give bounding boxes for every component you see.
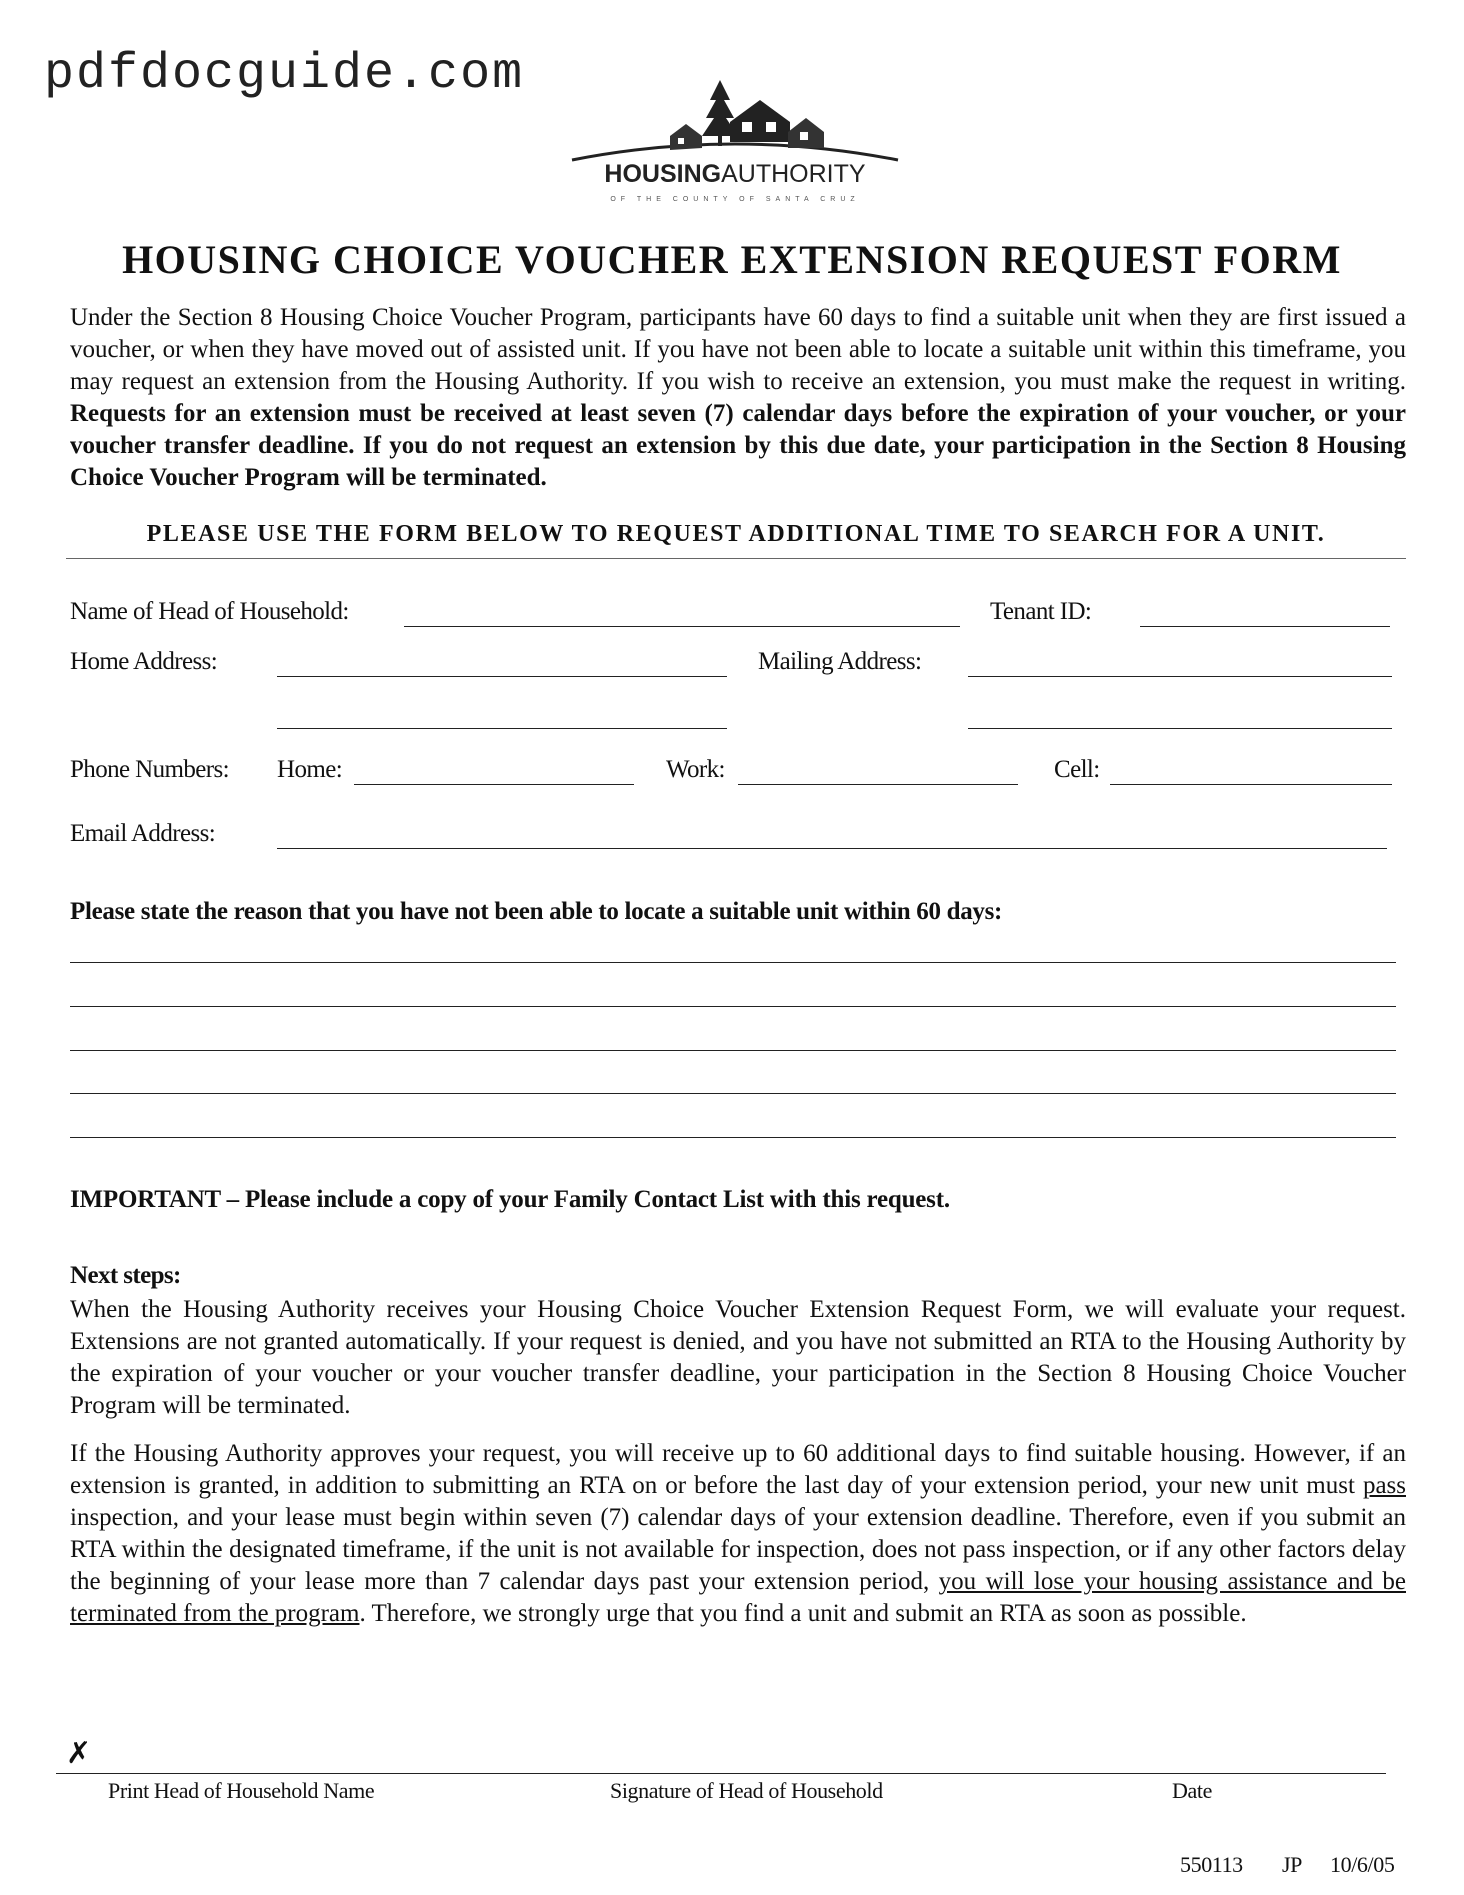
para2-text-c: . Therefore, we strongly urge that you find a unit and submit an RTA as soon as possible. bbox=[359, 1600, 1247, 1627]
para2-text-a: If the Housing Authority approves your request, you will receive up to 60 additional days to find suitable housing. However, if an extension is granted, in addition to submitting an RTA on or before the last day of your extension period, your new unit must bbox=[70, 1440, 1406, 1499]
head-of-household-field[interactable] bbox=[404, 626, 960, 627]
logo-tagline: OF THE COUNTY OF SANTA CRUZ bbox=[610, 196, 860, 203]
home-phone-label: Home: bbox=[277, 756, 343, 783]
reason-line-5[interactable] bbox=[70, 1137, 1396, 1138]
reason-line-3[interactable] bbox=[70, 1050, 1396, 1051]
work-phone-label: Work: bbox=[666, 756, 725, 783]
next-steps-paragraph-1: When the Housing Authority receives your Housing Choice Voucher Extension Request Form, we will evaluate your request. Extensions are not granted automatically. If your request is denied, and you have not submitted an RTA to the Housing Authority by the expiration of your voucher or your voucher transfer deadline, your participation in the Section 8 Housing Choice Voucher Program will be terminated. bbox=[70, 1296, 1406, 1419]
signature-line[interactable] bbox=[56, 1773, 1386, 1774]
important-notice: IMPORTANT – Please include a copy of your Family Contact List with this request. bbox=[70, 1186, 950, 1213]
next-steps-paragraph-2 bbox=[70, 1438, 1406, 1630]
home-address-label: Home Address: bbox=[70, 648, 218, 675]
mailing-address-label: Mailing Address: bbox=[758, 648, 922, 675]
home-address-field-line-2[interactable] bbox=[277, 728, 727, 729]
cell-phone-field[interactable] bbox=[1110, 784, 1392, 785]
para2-pass: pass bbox=[1362, 1472, 1406, 1499]
date-label: Date bbox=[1172, 1778, 1212, 1803]
cell-phone-label: Cell: bbox=[1054, 756, 1100, 783]
signature-label: Signature of Head of Household bbox=[610, 1778, 883, 1803]
home-address-field-line-1[interactable] bbox=[277, 676, 727, 677]
reason-line-1[interactable] bbox=[70, 962, 1396, 963]
form-title: HOUSING CHOICE VOUCHER EXTENSION REQUEST FORM bbox=[122, 237, 1342, 282]
email-field[interactable] bbox=[277, 848, 1387, 849]
houses-logo-icon bbox=[570, 78, 900, 163]
home-phone-field[interactable] bbox=[354, 784, 634, 785]
para2-text-b: inspection, and your lease must begin within seven (7) calendar days of your extension deadline. Therefore, even if you submit an RTA within the designated timeframe, if the unit is not available for inspection, does not pass inspection, or if any other factors delay the beginning of your lease more than 7 calendar days past your extension period, bbox=[70, 1504, 1406, 1595]
logo-name-bold: HOUSING bbox=[604, 160, 722, 188]
signature-mark: ✗ bbox=[66, 1736, 92, 1771]
next-steps-heading: Next steps: bbox=[70, 1262, 181, 1289]
tenant-id-field[interactable] bbox=[1140, 626, 1390, 627]
housing-authority-logo bbox=[570, 78, 900, 213]
logo-name-light: AUTHORITY bbox=[721, 160, 866, 188]
reason-line-4[interactable] bbox=[70, 1093, 1396, 1094]
work-phone-field[interactable] bbox=[738, 784, 1018, 785]
tenant-id-label: Tenant ID: bbox=[990, 598, 1092, 625]
mailing-address-field-line-1[interactable] bbox=[968, 676, 1392, 677]
form-number: 550113 bbox=[1180, 1852, 1243, 1877]
instruction-heading: PLEASE USE THE FORM BELOW TO REQUEST ADDITIONAL TIME TO SEARCH FOR A UNIT. bbox=[146, 521, 1326, 547]
intro-bold-text: Requests for an extension must be received at least seven (7) calendar days before the expiration of your voucher, or your voucher transfer deadline. If you do not request an extension by this due date, your participation in the Section 8 Housing Choice Voucher Program will be terminated. bbox=[70, 400, 1406, 491]
reason-line-2[interactable] bbox=[70, 1006, 1396, 1007]
logo-wordmark bbox=[570, 160, 900, 189]
phone-numbers-label: Phone Numbers: bbox=[70, 756, 229, 783]
intro-text: Under the Section 8 Housing Choice Voucher Program, participants have 60 days to find a suitable unit when they are first issued a voucher, or when they have moved out of assisted unit. If you have not been able to locate a suitable unit within this timeframe, you may request an extension from the Housing Authority. If you wish to receive an extension, you must make the request in writing. bbox=[70, 304, 1406, 395]
print-name-label: Print Head of Household Name bbox=[108, 1778, 375, 1803]
section-divider bbox=[66, 558, 1406, 559]
mailing-address-field-line-2[interactable] bbox=[968, 728, 1392, 729]
para2-warning: you will lose your housing assistance and be terminated from the program bbox=[70, 1568, 1406, 1627]
email-label: Email Address: bbox=[70, 820, 216, 847]
form-revision-date: 10/6/05 bbox=[1330, 1852, 1395, 1877]
form-initials: JP bbox=[1282, 1852, 1302, 1877]
reason-prompt: Please state the reason that you have not been able to locate a suitable unit within 60 days: bbox=[70, 898, 1003, 925]
head-of-household-label: Name of Head of Household: bbox=[70, 598, 349, 625]
watermark-text: pdfdocguide.com bbox=[44, 46, 525, 103]
intro-paragraph bbox=[70, 302, 1406, 494]
